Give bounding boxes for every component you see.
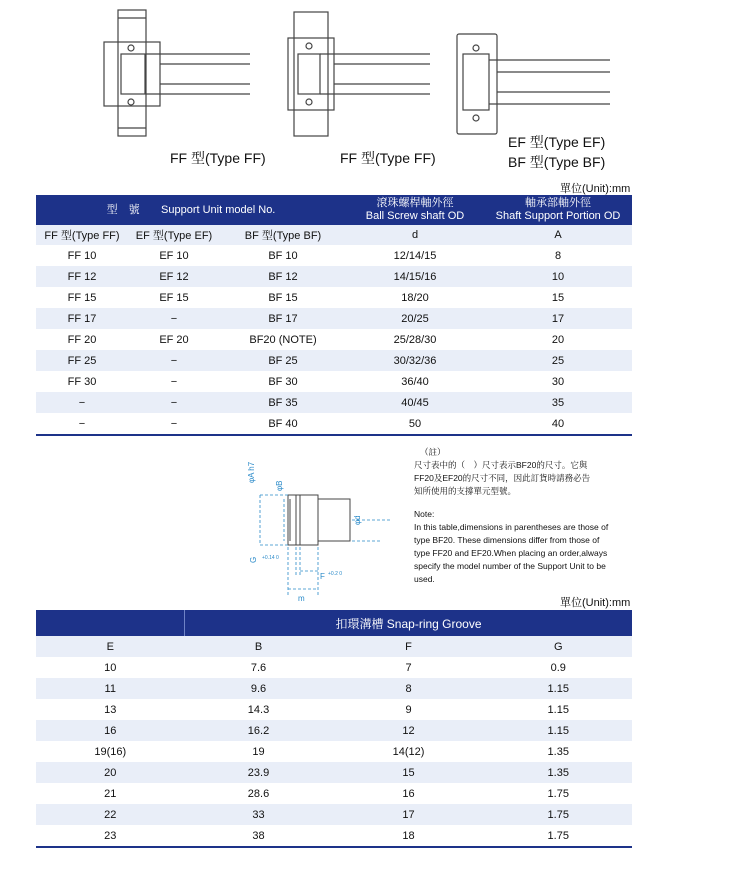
cell: 28.6	[185, 783, 333, 804]
cell: 1.35	[485, 741, 633, 762]
table-row	[36, 720, 632, 741]
cell: EF 10	[128, 245, 220, 266]
cell: −	[36, 392, 128, 413]
cell: 1.75	[485, 825, 633, 846]
table-row	[36, 783, 632, 804]
table-column-header-row	[36, 636, 632, 657]
cell: 19	[185, 741, 333, 762]
cell: 40/45	[346, 392, 484, 413]
cell: BF 10	[220, 245, 346, 266]
cell: FF 17	[36, 308, 128, 329]
unit-label: 單位(Unit):mm	[560, 183, 631, 195]
cell: BF 30	[220, 371, 346, 392]
cell: 20	[484, 329, 632, 350]
cell: FF 10	[36, 245, 128, 266]
cell: 25/28/30	[346, 329, 484, 350]
cell: 50	[346, 413, 484, 434]
cell: 1.15	[485, 720, 633, 741]
cell: 7	[333, 657, 485, 678]
cell: BF20 (NOTE)	[220, 329, 346, 350]
table-row	[36, 245, 632, 266]
subheader-cell: d	[346, 225, 484, 245]
caption-type-ef: EF 型(Type EF)	[508, 134, 606, 150]
cell: −	[128, 413, 220, 434]
cell: 17	[484, 308, 632, 329]
table-row	[36, 762, 632, 783]
cell: 13	[36, 699, 185, 720]
cell: 23	[36, 825, 185, 846]
note-en-line: type BF20. These dimensions differ from those of	[414, 535, 600, 545]
cell: 10	[484, 266, 632, 287]
cell: 10	[36, 657, 185, 678]
cell: −	[128, 392, 220, 413]
cell: 18/20	[346, 287, 484, 308]
table-row	[36, 741, 632, 762]
cell: 35	[484, 392, 632, 413]
cell: −	[128, 350, 220, 371]
subheader-cell: BF 型(Type BF)	[220, 225, 346, 245]
table-row	[36, 392, 632, 413]
cell: EF 12	[128, 266, 220, 287]
cell: 15	[333, 762, 485, 783]
dim-G-tol: +0.14 0	[262, 555, 279, 561]
cell: 12	[333, 720, 485, 741]
cell: 12/14/15	[346, 245, 484, 266]
table-row	[36, 804, 632, 825]
table-row	[36, 266, 632, 287]
dim-phiB: φB	[275, 480, 284, 491]
cell: FF 15	[36, 287, 128, 308]
cell: 1.75	[485, 804, 633, 825]
header-support-od	[484, 195, 632, 225]
unit-label-2: 單位(Unit):mm	[560, 597, 631, 609]
dim-m: m	[298, 594, 305, 603]
cell: 21	[36, 783, 185, 804]
header-model-cn: 型 號	[106, 203, 140, 216]
cell: 14/15/16	[346, 266, 484, 287]
cell: 1.15	[485, 678, 633, 699]
cell: 20/25	[346, 308, 484, 329]
table-row	[36, 825, 632, 846]
table-row	[36, 413, 632, 434]
cell: FF 12	[36, 266, 128, 287]
cell: 1.15	[485, 699, 633, 720]
cell: 9	[333, 699, 485, 720]
cell: FF 25	[36, 350, 128, 371]
cell: 17	[333, 804, 485, 825]
column-header: F	[333, 636, 485, 657]
snap-ring-groove-table	[36, 610, 632, 846]
note-cn-title: （註）	[420, 447, 446, 457]
caption-type-bf: BF 型(Type BF)	[508, 154, 606, 170]
cell: BF 40	[220, 413, 346, 434]
header-shaft-cn: 滾珠螺桿軸外徑	[376, 197, 454, 209]
cell: 20	[36, 762, 185, 783]
cell: EF 20	[128, 329, 220, 350]
dim-phid: φd	[353, 515, 362, 525]
cell: 14.3	[185, 699, 333, 720]
dim-phiA: φA h7	[247, 461, 256, 483]
cell: 33	[185, 804, 333, 825]
cell: 11	[36, 678, 185, 699]
column-header: E	[36, 636, 185, 657]
cell: −	[36, 413, 128, 434]
cell: BF 25	[220, 350, 346, 371]
cell: 23.9	[185, 762, 333, 783]
subheader-cell: EF 型(Type EF)	[128, 225, 220, 245]
cell: BF 17	[220, 308, 346, 329]
note-cn-line: 知所使用的支撐單元型號。	[414, 486, 517, 496]
column-header: G	[485, 636, 633, 657]
table-row	[36, 287, 632, 308]
snap-ring-groove-drawing	[240, 455, 400, 605]
cell: FF 20	[36, 329, 128, 350]
cell: 16.2	[185, 720, 333, 741]
note-cn-line: 尺寸表中的（ ）尺寸表示BF20的尺寸。它與	[414, 460, 588, 470]
cell: EF 15	[128, 287, 220, 308]
cell: 0.9	[485, 657, 633, 678]
dim-F-tol: +0.2 0	[328, 571, 343, 577]
cell: 1.75	[485, 783, 633, 804]
note-block	[414, 446, 636, 586]
subheader-cell: A	[484, 225, 632, 245]
note-en-line: In this table,dimensions in parentheses are those of	[414, 522, 609, 532]
cell: 9.6	[185, 678, 333, 699]
cell: 16	[333, 783, 485, 804]
cell: 18	[333, 825, 485, 846]
cell: 36/40	[346, 371, 484, 392]
cell: 8	[484, 245, 632, 266]
header-snap-ring-title: 扣環溝槽 Snap-ring Groove	[185, 610, 633, 636]
cell: 1.35	[485, 762, 633, 783]
cell: 30/32/36	[346, 350, 484, 371]
table1-bottom-rule	[36, 434, 632, 436]
type-ff-drawing-left	[100, 8, 260, 143]
support-unit-table	[36, 195, 632, 434]
cell: 22	[36, 804, 185, 825]
table2-bottom-rule	[36, 846, 632, 848]
header-shaft-en: Ball Screw shaft OD	[365, 210, 465, 222]
header-model-en: Support Unit model No.	[161, 203, 276, 216]
cell: FF 30	[36, 371, 128, 392]
subheader-cell: FF 型(Type FF)	[36, 225, 128, 245]
table-row	[36, 350, 632, 371]
cell: 8	[333, 678, 485, 699]
header-support-cn: 軸承部軸外徑	[525, 197, 591, 209]
column-header: B	[185, 636, 333, 657]
table-row	[36, 678, 632, 699]
note-en-title: Note:	[414, 509, 435, 519]
cell: 38	[185, 825, 333, 846]
cell: 19(16)	[36, 741, 185, 762]
cell: 14(12)	[333, 741, 485, 762]
table-subheader-row	[36, 225, 632, 245]
header-shaft-od	[346, 195, 484, 225]
table-row	[36, 657, 632, 678]
cell: BF 35	[220, 392, 346, 413]
cell: 16	[36, 720, 185, 741]
dim-F: F	[320, 572, 325, 581]
cell: BF 15	[220, 287, 346, 308]
note-cn-line: FF20及EF20的尺寸不同，因此訂貨時請務必告	[414, 473, 591, 483]
caption-type-ff-left: FF 型(Type FF)	[170, 150, 266, 166]
note-en-line: specify the model number of the Support Unit to be	[414, 561, 606, 571]
cell: BF 12	[220, 266, 346, 287]
header-support-en: Shaft Support Portion OD	[495, 210, 621, 222]
cell: −	[128, 308, 220, 329]
note-en-line: type FF20 and EF20.When placing an order,always	[414, 548, 608, 558]
cell: 25	[484, 350, 632, 371]
type-ef-bf-drawing	[455, 30, 615, 140]
cell: 7.6	[185, 657, 333, 678]
dim-G: G	[249, 556, 258, 563]
table-row	[36, 308, 632, 329]
cell: −	[128, 371, 220, 392]
type-ff-drawing-mid	[280, 8, 440, 143]
cell: 40	[484, 413, 632, 434]
cell: 30	[484, 371, 632, 392]
header-model	[36, 195, 346, 225]
cell: 15	[484, 287, 632, 308]
table-row	[36, 371, 632, 392]
note-en-line: used.	[414, 574, 435, 584]
table-row	[36, 329, 632, 350]
caption-type-ff-mid: FF 型(Type FF)	[340, 150, 436, 166]
header-blank	[36, 610, 185, 636]
table-row	[36, 699, 632, 720]
